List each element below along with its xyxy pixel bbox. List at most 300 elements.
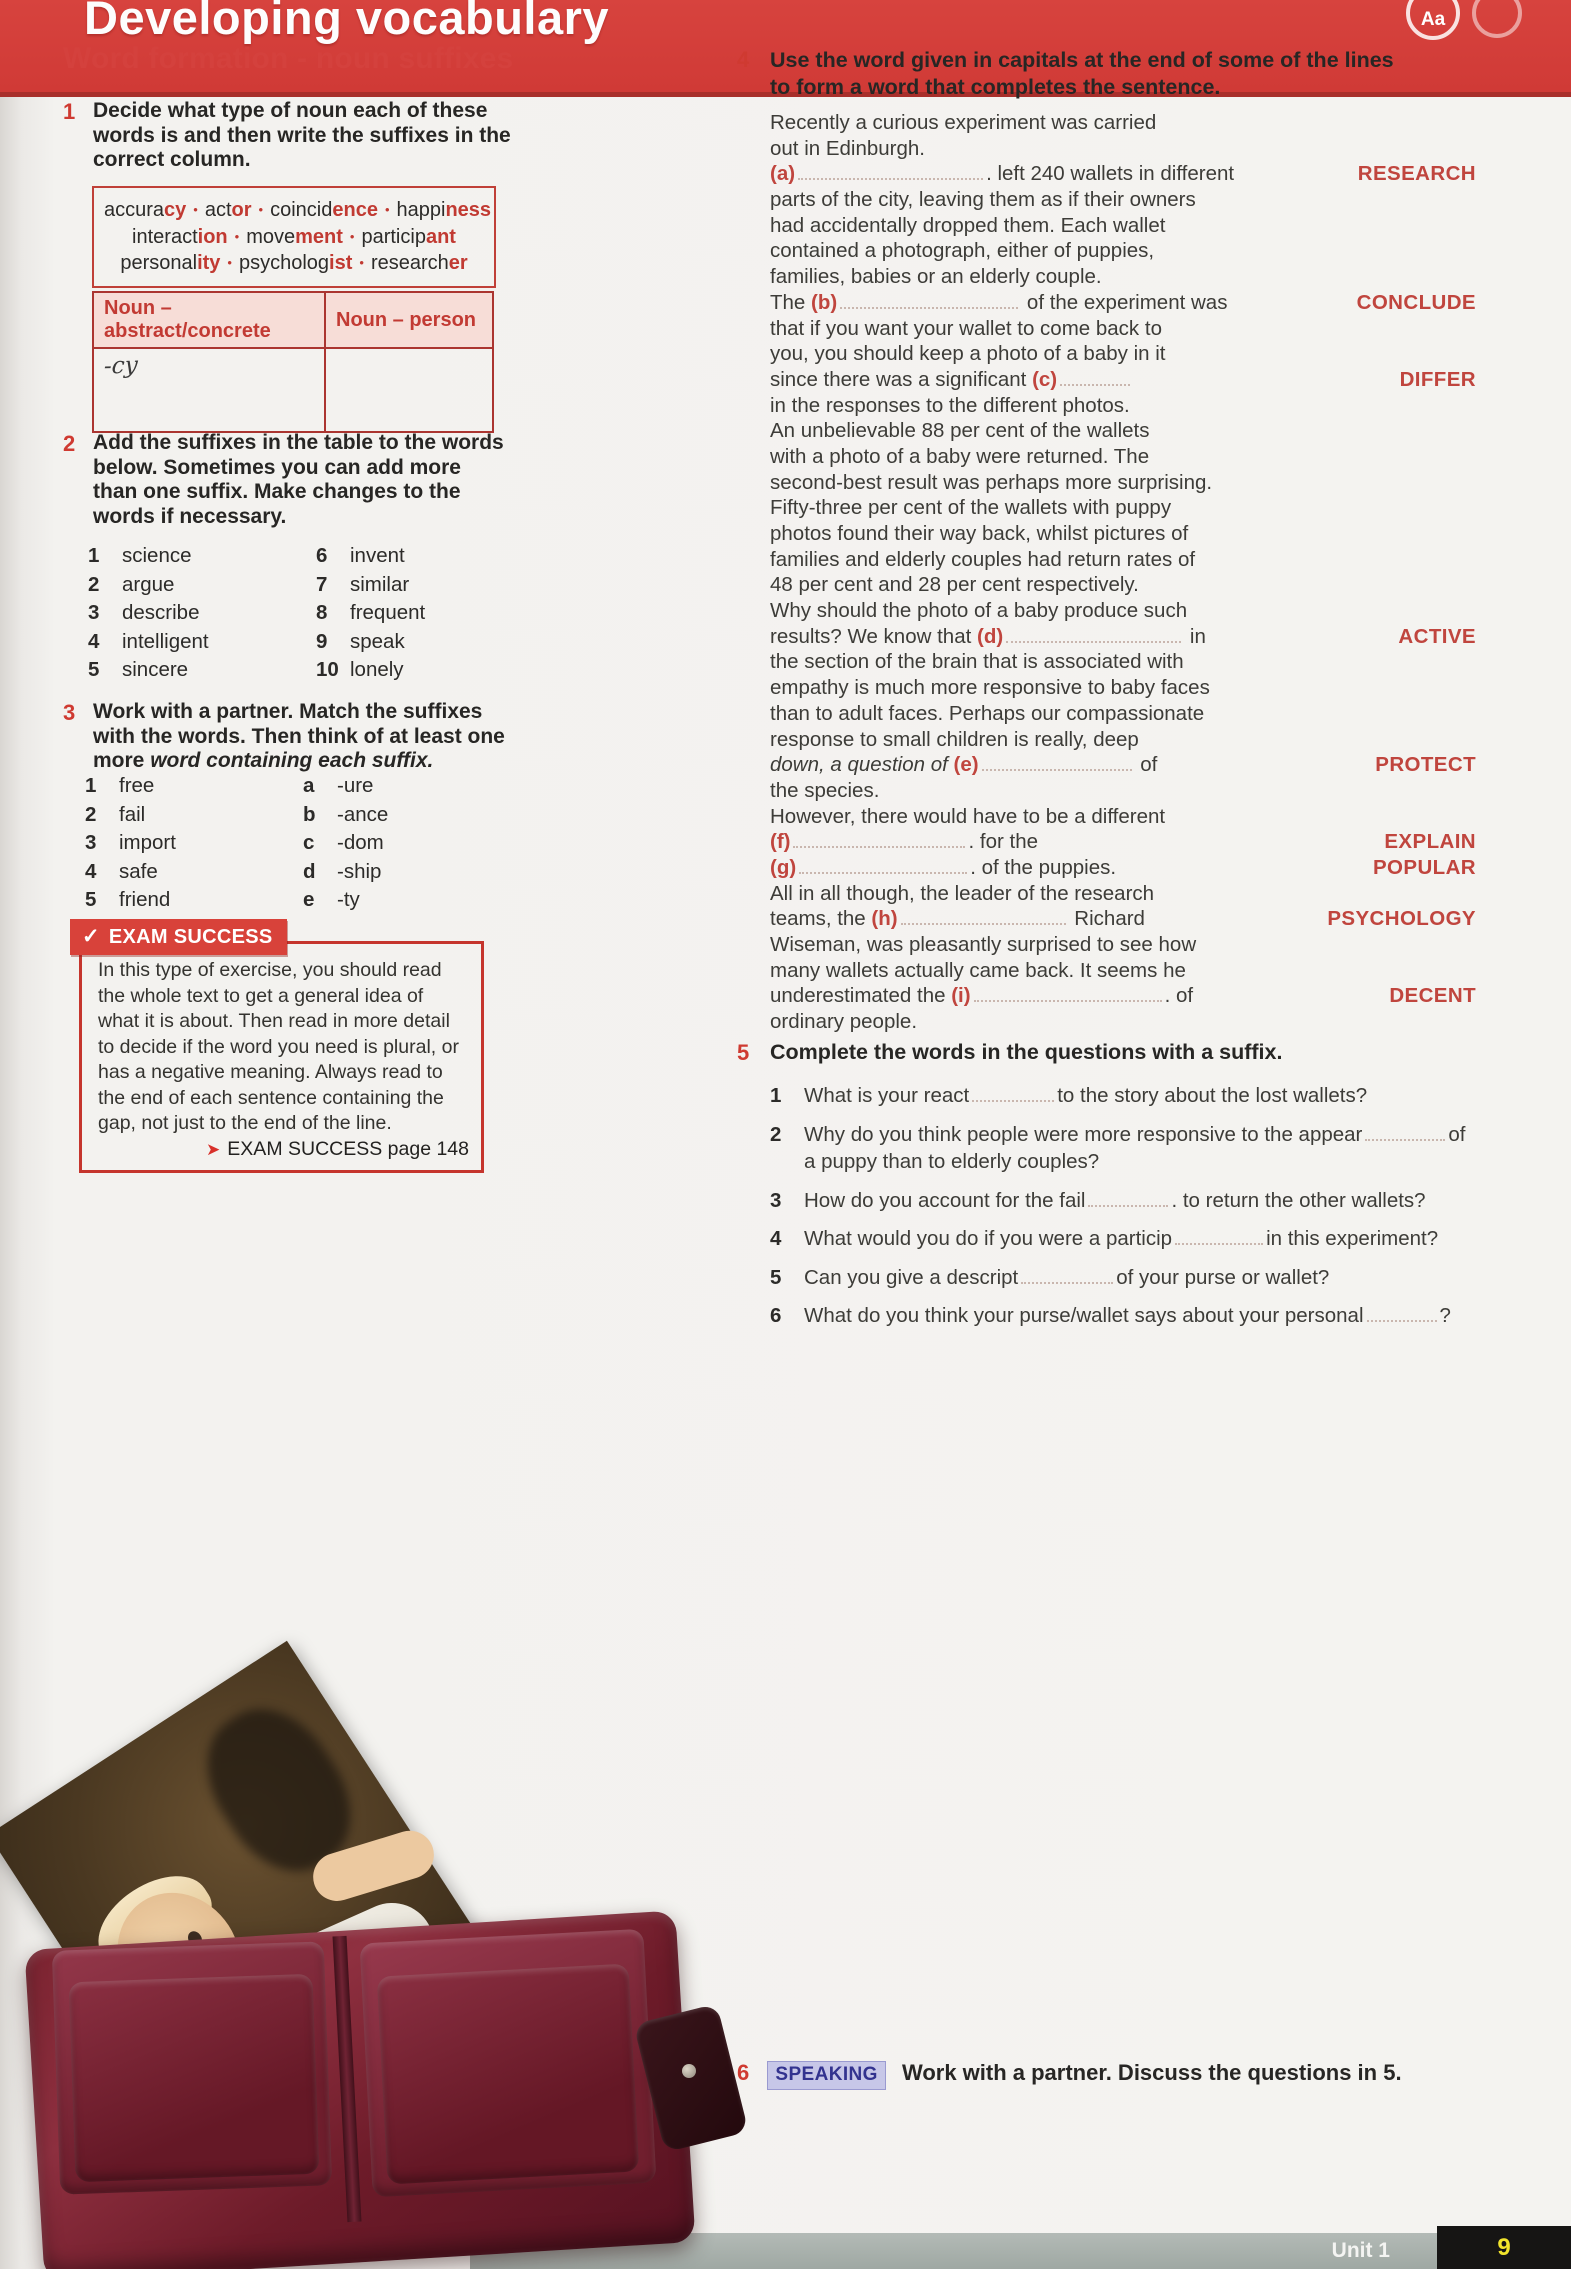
answer-gap xyxy=(1175,1228,1263,1245)
text-segment: Wiseman, was pleasantly surprised to see how xyxy=(770,933,1197,956)
item-word: speak xyxy=(350,629,405,653)
suffix-table-body-row xyxy=(93,348,493,432)
item-word: import xyxy=(119,831,176,854)
bullet-separator: • xyxy=(359,255,364,270)
page-number xyxy=(1437,2226,1571,2269)
vocabulary-word xyxy=(361,226,455,248)
word-suffix: cy xyxy=(164,199,187,221)
list-item xyxy=(88,542,209,571)
text-segment: the section of the brain that is associated with xyxy=(770,650,1184,674)
question-item xyxy=(770,1302,1470,1330)
bullet-separator: • xyxy=(349,228,355,244)
text-segment: down, a question of xyxy=(770,753,954,777)
item-number: 1 xyxy=(85,774,97,797)
gap-label: (c) xyxy=(1032,367,1058,391)
list-item xyxy=(316,599,425,628)
word-stem: interact xyxy=(132,225,198,248)
question-item xyxy=(770,1264,1470,1292)
passage-text xyxy=(770,933,1196,956)
passage-line xyxy=(770,649,1476,675)
list-item xyxy=(316,628,425,657)
passage-line xyxy=(770,624,1476,650)
answer-gap xyxy=(1365,1124,1445,1141)
text-segment: families, babies or an elderly couple. xyxy=(770,265,1102,289)
list-item xyxy=(85,829,176,858)
item-number: 5 xyxy=(88,658,100,681)
text-segment: parts of the city, leaving them as if their owners xyxy=(770,188,1196,212)
passage-text xyxy=(770,368,1133,391)
exercise-3-instruction xyxy=(63,700,523,774)
answer-gap xyxy=(799,857,967,874)
item-number: 6 xyxy=(316,544,328,567)
text-segment: many wallets actually came back. It seems he xyxy=(770,958,1186,982)
leather-wallet xyxy=(28,1894,733,2269)
text-segment: response to small children is really, deep xyxy=(770,727,1139,751)
list-item xyxy=(88,628,209,657)
word-stem: move xyxy=(246,225,296,248)
exercise-4-text: Use the word given in capitals at the end of some of the lines to form a word that completes the sentence. xyxy=(770,48,1394,99)
passage-line xyxy=(770,675,1476,701)
vocabulary-word xyxy=(104,199,186,221)
question-item xyxy=(770,1187,1470,1215)
passage-text xyxy=(770,625,1206,648)
passage-text xyxy=(770,548,1195,571)
passage-line xyxy=(770,418,1476,444)
passage-line xyxy=(770,983,1476,1009)
passage-line xyxy=(770,367,1476,393)
passage-text xyxy=(770,496,1171,519)
passage-text xyxy=(770,419,1150,442)
text-segment: of your purse or wallet? xyxy=(1116,1265,1330,1289)
text-segment: out in Edinburgh. xyxy=(770,136,926,160)
passage-text xyxy=(770,1010,917,1033)
text-segment: that if you want your wallet to come back to xyxy=(770,316,1162,340)
list-item xyxy=(303,858,388,887)
suffix-table xyxy=(92,291,494,433)
list-item xyxy=(88,656,209,685)
passage-text xyxy=(770,959,1186,982)
passage-text xyxy=(770,522,1188,545)
passage-line xyxy=(770,316,1476,342)
gap-label: (d) xyxy=(977,624,1004,648)
word-stem: accura xyxy=(104,199,165,221)
text-segment: ? xyxy=(1439,1304,1451,1327)
word-stem: research xyxy=(370,252,449,274)
list-item xyxy=(88,599,209,628)
passage-line xyxy=(770,213,1476,239)
passage-text xyxy=(770,188,1196,211)
exercise-2-text: Add the suffixes in the table to the words below. Sometimes you can add more than one suffix. Make changes to the words if necessary. xyxy=(93,431,504,528)
text-segment: the species. xyxy=(770,778,880,802)
passage-line xyxy=(770,906,1476,932)
word-suffix: ment xyxy=(295,225,343,248)
exam-success-body: In this type of exercise, you should read the whole text to get a general idea of what it is about. Then read in more detail to decide if the word you need is plural, or has a negative meaning. Always read to the end of each sentence containing the gap, not just to the end of the line. xyxy=(98,959,459,1134)
list-item xyxy=(85,772,176,801)
passage-line xyxy=(770,958,1476,984)
vocabulary-word xyxy=(246,226,343,248)
item-word: -ance xyxy=(337,802,389,826)
passage-text xyxy=(770,342,1165,365)
item-word: sincere xyxy=(122,658,189,681)
handwritten-answer: -cy xyxy=(103,352,139,380)
text-segment: What do you think your purse/wallet says about your personal xyxy=(804,1304,1364,1327)
question-text xyxy=(804,1304,1451,1327)
item-number: 8 xyxy=(316,601,328,624)
answer-gap xyxy=(1367,1305,1437,1322)
text-segment: Why should the photo of a baby produce such xyxy=(770,599,1188,623)
exercise-4-number: 4 xyxy=(737,47,750,72)
bullet-separator: • xyxy=(193,202,198,217)
vocabulary-word xyxy=(205,199,252,221)
text-segment: empathy is much more responsive to baby faces xyxy=(770,676,1210,700)
word-suffix: ity xyxy=(197,252,221,274)
text-segment: than to adult faces. Perhaps our compassionate xyxy=(770,701,1205,725)
exercise-5-instruction xyxy=(737,1040,1477,1065)
vocabulary-word xyxy=(397,199,492,221)
exercise-3-suffixes-column xyxy=(303,772,388,915)
word-box-line xyxy=(104,250,484,277)
vocabulary-word xyxy=(132,226,228,248)
item-word: invent xyxy=(350,544,405,567)
vocabulary-word xyxy=(371,252,468,274)
passage-line xyxy=(770,495,1476,521)
passage-line xyxy=(770,161,1476,187)
text-segment: . of the puppies. xyxy=(970,855,1117,879)
answer-gap xyxy=(972,1085,1054,1102)
exercise-5-number: 5 xyxy=(737,1040,750,1065)
question-item xyxy=(770,1225,1470,1253)
item-number: 2 xyxy=(88,572,100,596)
item-number: 4 xyxy=(85,859,97,883)
exercise-6-instruction xyxy=(737,2060,1537,2090)
gap-label: (a) xyxy=(770,162,796,186)
word-suffix: ant xyxy=(425,225,456,248)
exercise-3-words-column xyxy=(85,772,176,915)
question-number: 1 xyxy=(770,1084,782,1107)
vocabulary-word xyxy=(270,199,378,221)
passage-text xyxy=(770,805,1165,828)
item-word: -ship xyxy=(337,859,382,883)
passage-text xyxy=(770,394,1130,417)
vocabulary-word xyxy=(239,252,352,274)
table-cell-abstract xyxy=(93,348,325,432)
text-segment: underestimated the xyxy=(770,984,952,1008)
list-item xyxy=(303,772,388,801)
list-item xyxy=(85,858,176,887)
capital-word: ACTIVE xyxy=(1398,624,1476,648)
gap-label: (f) xyxy=(770,830,791,854)
text-segment: of xyxy=(1134,753,1158,777)
text-segment: . left 240 wallets in different xyxy=(986,162,1235,186)
list-item xyxy=(88,571,209,600)
passage-text xyxy=(770,856,1116,879)
answer-gap xyxy=(1060,369,1130,386)
exercise-3-number: 3 xyxy=(63,700,76,725)
item-number: 2 xyxy=(85,802,97,826)
question-text xyxy=(804,1227,1438,1250)
word-suffix: ness xyxy=(445,199,492,221)
item-word: frequent xyxy=(350,601,426,624)
passage-line xyxy=(770,547,1476,573)
text-segment: Can you give a descript xyxy=(804,1265,1019,1289)
item-word: -dom xyxy=(337,831,384,854)
answer-gap xyxy=(798,163,983,180)
passage-line xyxy=(770,778,1476,804)
text-segment: teams, the xyxy=(770,907,872,931)
answer-gap xyxy=(793,831,965,848)
text-segment: Why do you think people were more responsive to the appear xyxy=(804,1122,1363,1146)
text-segment: in xyxy=(1184,624,1206,648)
exercise-1-number: 1 xyxy=(63,99,76,124)
text-segment: . of xyxy=(1164,984,1194,1008)
question-number: 4 xyxy=(770,1227,782,1250)
exercise-2-instruction xyxy=(63,431,508,529)
text-segment: second-best result was perhaps more surprising. xyxy=(770,470,1213,494)
faded-circle-icon xyxy=(1472,0,1522,38)
passage-line xyxy=(770,1009,1476,1035)
word-stem: personal xyxy=(120,252,198,274)
exam-success-box xyxy=(79,941,484,1173)
text-segment: families and elderly couples had return rates of xyxy=(770,547,1196,571)
exercise-2-list xyxy=(88,542,518,692)
list-item xyxy=(316,542,425,571)
text-segment: . to return the other wallets? xyxy=(1171,1188,1426,1212)
passage-text xyxy=(770,984,1193,1007)
answer-gap xyxy=(1021,1267,1113,1284)
text-segment: The xyxy=(770,290,812,314)
text-segment: . for the xyxy=(968,830,1038,854)
exercise-3-text-italic: word containing each suffix. xyxy=(150,749,434,772)
page-number-value: 9 xyxy=(1497,2233,1511,2261)
item-word: -ty xyxy=(337,888,360,911)
list-item xyxy=(303,886,388,915)
list-item xyxy=(85,886,176,915)
capital-word: DIFFER xyxy=(1399,367,1476,391)
gap-label: (b) xyxy=(811,290,838,314)
item-number: 10 xyxy=(316,658,339,681)
passage-line xyxy=(770,238,1476,264)
aa-icon-label: Aa xyxy=(1420,9,1446,30)
text-segment: of the experiment was xyxy=(1021,290,1228,314)
item-word: argue xyxy=(122,572,175,596)
passage-line xyxy=(770,727,1476,753)
passage-line xyxy=(770,444,1476,470)
item-word: similar xyxy=(350,572,410,596)
item-word: free xyxy=(119,774,155,797)
passage-line xyxy=(770,701,1476,727)
exercise-5-text: Complete the words in the questions with a suffix. xyxy=(770,1040,1283,1064)
text-segment: Richard xyxy=(1068,907,1145,931)
banner-title: Developing vocabulary xyxy=(84,0,610,44)
exam-success-link xyxy=(206,1138,469,1161)
bullet-separator: • xyxy=(384,202,390,217)
passage-text xyxy=(770,471,1212,494)
answer-gap xyxy=(1006,626,1181,643)
passage-line xyxy=(770,752,1476,778)
question-text xyxy=(804,1123,1465,1174)
word-box-line xyxy=(104,224,484,251)
exercise-1-instruction xyxy=(63,99,518,173)
gapped-text-passage xyxy=(770,110,1476,1035)
passage-line xyxy=(770,855,1476,881)
bullet-separator: • xyxy=(234,228,240,244)
text-segment: How do you account for the fail xyxy=(804,1188,1086,1212)
passage-line xyxy=(770,264,1476,290)
item-word: science xyxy=(122,544,192,567)
passage-line xyxy=(770,393,1476,419)
exercise-4-instruction xyxy=(737,47,1477,101)
table-header-person: Noun – person xyxy=(325,292,493,348)
exercise-6-text: Work with a partner. Discuss the questions in 5. xyxy=(901,2060,1402,2085)
bullet-separator: • xyxy=(227,255,232,270)
exercise-5-questions xyxy=(770,1082,1470,1341)
item-word: describe xyxy=(122,601,200,624)
capital-word: EXPLAIN xyxy=(1384,830,1476,854)
wallet-pocket-right-inner xyxy=(377,1964,640,2185)
question-text xyxy=(804,1189,1426,1212)
text-segment: Recently a curious experiment was carried xyxy=(770,111,1157,134)
capital-word: PSYCHOLOGY xyxy=(1327,907,1476,931)
exam-success-tab xyxy=(70,919,287,955)
text-segment: results? We know that xyxy=(770,624,977,648)
text-segment: contained a photograph, either of puppies, xyxy=(770,239,1155,263)
item-number: e xyxy=(303,888,315,911)
word-stem: coincid xyxy=(270,199,333,221)
passage-line xyxy=(770,804,1476,830)
word-stem: happi xyxy=(396,199,446,221)
suffix-table-header-row xyxy=(93,292,493,348)
answer-gap xyxy=(840,292,1018,309)
item-number: 4 xyxy=(88,629,100,653)
table-header-abstract: Noun – abstract/concrete xyxy=(93,292,325,348)
word-suffix: or xyxy=(231,199,252,221)
list-item xyxy=(303,829,388,858)
word-box-line xyxy=(104,197,492,224)
passage-line xyxy=(770,598,1476,624)
text-segment: However, there would have to be a different xyxy=(770,804,1166,828)
question-text xyxy=(804,1084,1367,1107)
text-segment: you, you should keep a photo of a baby in it xyxy=(770,342,1166,366)
passage-line xyxy=(770,829,1476,855)
text-segment: in this experiment? xyxy=(1266,1227,1439,1250)
item-word: safe xyxy=(119,859,158,883)
list-item xyxy=(316,571,425,600)
passage-text xyxy=(770,753,1157,776)
passage-text xyxy=(770,445,1149,468)
question-number: 2 xyxy=(770,1122,782,1146)
passage-text xyxy=(770,650,1184,673)
item-word: intelligent xyxy=(122,629,209,653)
answer-gap xyxy=(982,754,1132,771)
text-segment: An unbelievable 88 per cent of the wallets xyxy=(770,419,1150,443)
exercise-3-text-plain: Work with a partner. Match the suffixes with the words. Then think of at least one more xyxy=(93,700,505,772)
wallet-photo-illustration xyxy=(28,1676,733,2269)
exercise-2-column-2 xyxy=(316,542,425,685)
passage-text xyxy=(770,676,1210,699)
item-number: 9 xyxy=(316,629,328,653)
exam-success-tab-label: EXAM SUCCESS xyxy=(108,926,273,948)
exercise-2-number: 2 xyxy=(63,431,76,456)
passage-line xyxy=(770,110,1476,136)
passage-text xyxy=(770,162,1234,185)
checkmark-icon: ✓ xyxy=(82,925,100,948)
word-stem: act xyxy=(204,199,232,221)
gap-label: (i) xyxy=(951,984,971,1008)
question-text xyxy=(804,1266,1329,1289)
vocabulary-word xyxy=(120,252,220,274)
word-suffix: ion xyxy=(197,225,228,248)
passage-text xyxy=(770,599,1187,622)
text-segment: had accidentally dropped them. Each wallet xyxy=(770,213,1166,237)
passage-text xyxy=(770,317,1162,340)
text-segment: 48 per cent and 28 per cent respectively. xyxy=(770,573,1139,597)
passage-text xyxy=(770,214,1165,237)
list-item xyxy=(316,656,425,685)
wallet-pocket-left-inner xyxy=(69,1974,320,2182)
arrow-icon: ➤ xyxy=(206,1140,221,1159)
text-segment: since there was a significant xyxy=(770,367,1033,391)
item-number: b xyxy=(303,802,316,826)
section-title: Word formation - noun suffixes xyxy=(63,42,514,75)
passage-text xyxy=(770,728,1139,751)
item-word: -ure xyxy=(337,774,374,797)
passage-text xyxy=(770,573,1139,596)
text-segment: to the story about the lost wallets? xyxy=(1057,1084,1368,1107)
item-number: d xyxy=(303,859,316,883)
question-number: 3 xyxy=(770,1188,782,1212)
question-number: 5 xyxy=(770,1265,782,1289)
passage-line xyxy=(770,187,1476,213)
speaking-badge: SPEAKING xyxy=(767,2061,885,2090)
passage-text xyxy=(770,265,1102,288)
list-item xyxy=(85,801,176,830)
text-segment: with a photo of a baby were returned. The xyxy=(770,444,1150,468)
passage-line xyxy=(770,521,1476,547)
passage-text xyxy=(770,882,1154,905)
item-word: lonely xyxy=(350,658,404,681)
item-word: fail xyxy=(119,802,146,826)
answer-gap xyxy=(1088,1190,1168,1207)
exercise-6-number: 6 xyxy=(737,2060,750,2085)
gap-label: (g) xyxy=(770,855,797,879)
passage-text xyxy=(770,702,1204,725)
list-item xyxy=(303,801,388,830)
gap-label: (e) xyxy=(953,753,979,777)
gap-label: (h) xyxy=(871,907,898,931)
passage-text xyxy=(770,779,879,802)
capital-word: PROTECT xyxy=(1375,753,1476,777)
passage-text xyxy=(770,907,1145,930)
exercise-1-text: Decide what type of noun each of these words is and then write the suffixes in the correct column. xyxy=(93,99,511,171)
item-number: 3 xyxy=(85,831,97,854)
item-number: 7 xyxy=(316,572,328,596)
text-segment: What is your react xyxy=(804,1084,970,1107)
text-segment: What would you do if you were a particip xyxy=(804,1227,1173,1250)
passage-line xyxy=(770,341,1476,367)
question-item xyxy=(770,1082,1470,1110)
item-word: friend xyxy=(119,888,171,911)
capital-word: CONCLUDE xyxy=(1356,290,1476,314)
passage-line xyxy=(770,572,1476,598)
text-segment: ordinary people. xyxy=(770,1010,918,1034)
item-number: 5 xyxy=(85,888,97,911)
item-number: a xyxy=(303,774,315,797)
passage-line xyxy=(770,136,1476,162)
answer-gap xyxy=(901,908,1066,925)
dictionary-aa-icon xyxy=(1406,0,1460,40)
capital-word: POPULAR xyxy=(1372,855,1476,879)
answer-gap xyxy=(974,985,1162,1002)
